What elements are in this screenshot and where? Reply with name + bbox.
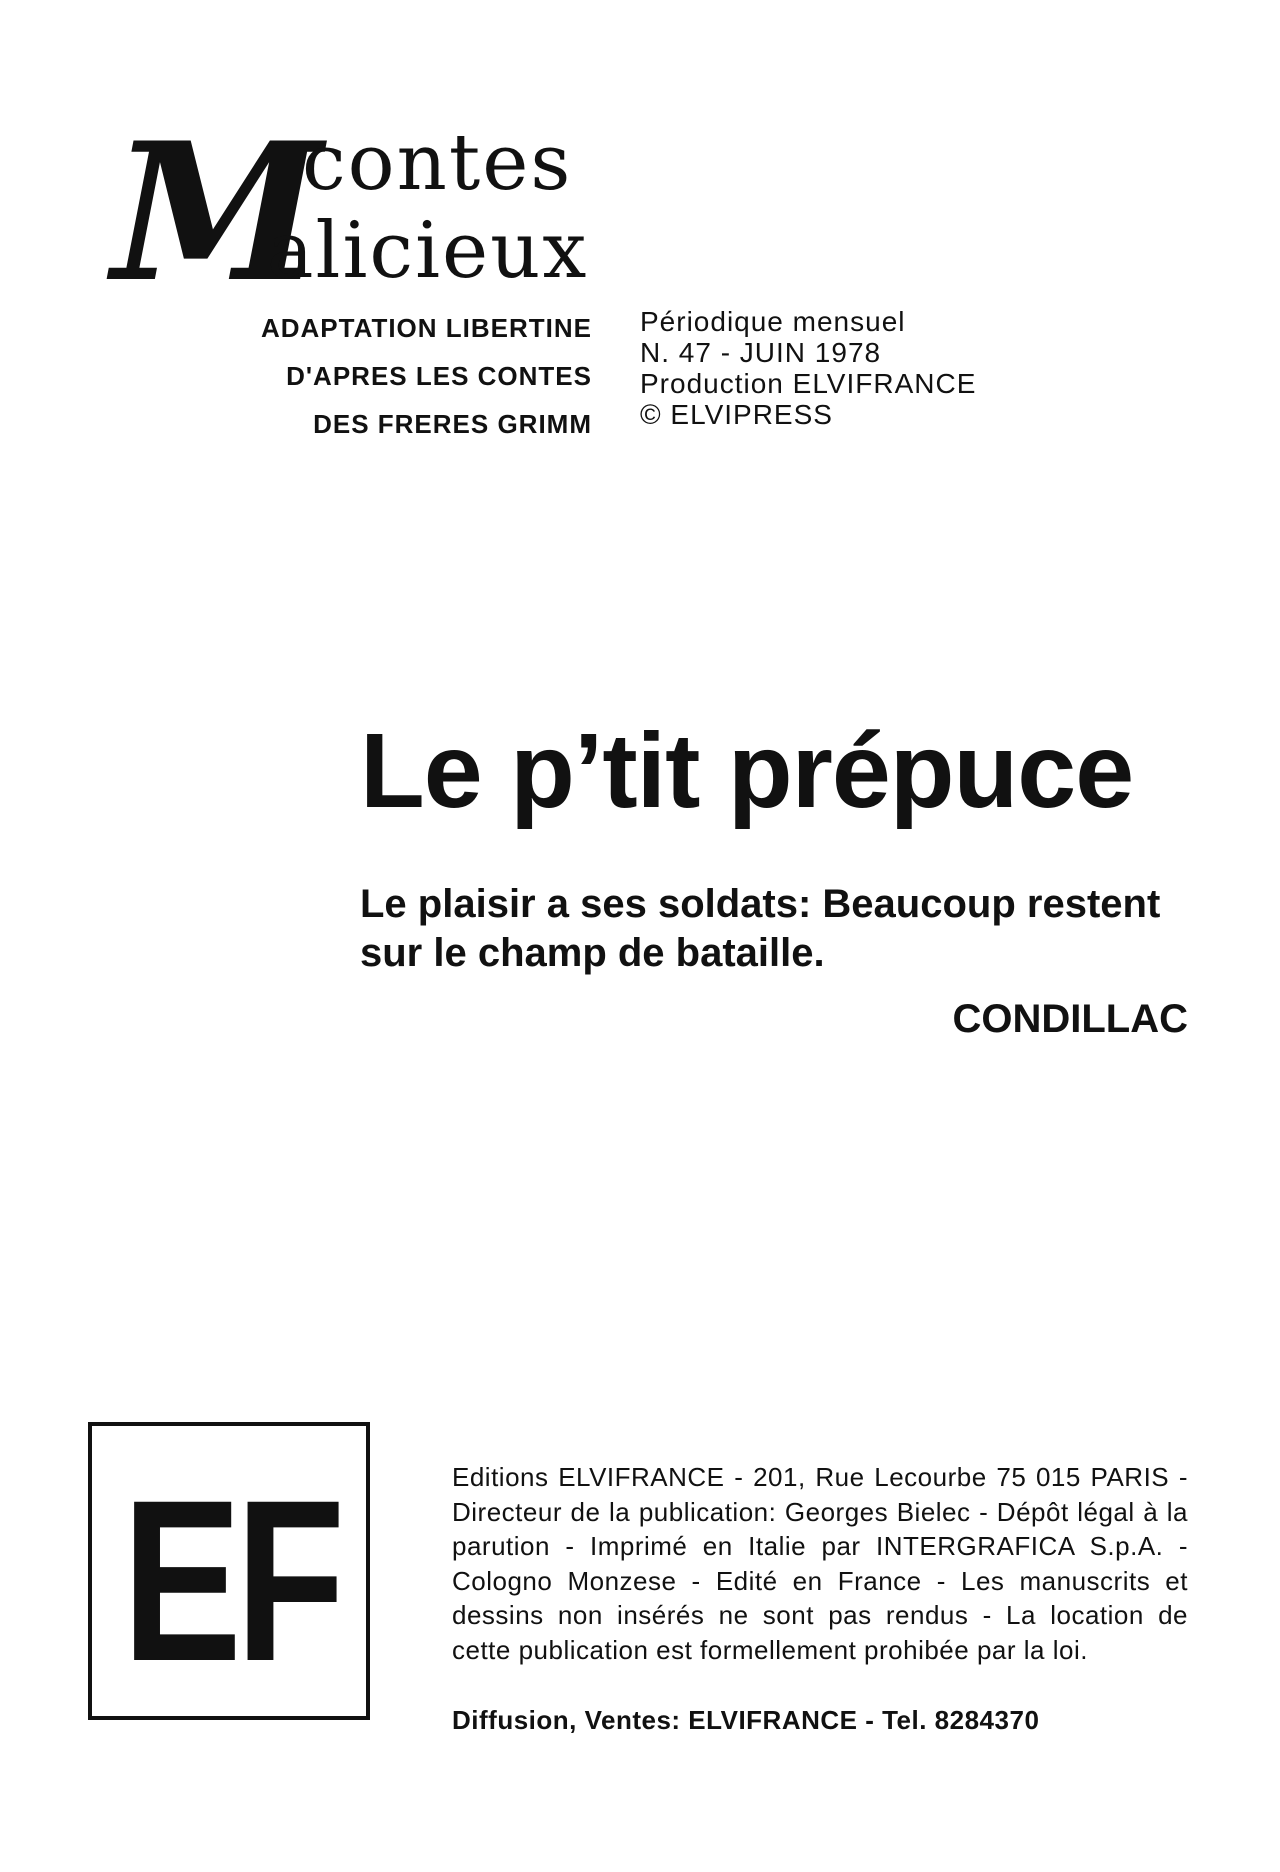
logo-word-malicieux: alicieux xyxy=(267,206,589,296)
contes-malicieux-logo xyxy=(112,101,602,324)
publication-info-line: Périodique mensuel xyxy=(640,306,906,337)
logo-initial: M xyxy=(112,101,323,324)
publisher-logo-text: EF xyxy=(122,1452,339,1709)
publication-info-line: © ELVIPRESS xyxy=(640,399,833,430)
diffusion-line: Diffusion, Ventes: ELVIFRANCE - Tel. 8284370 xyxy=(452,1705,1040,1735)
publication-info-line: N. 47 - JUIN 1978 xyxy=(640,337,882,368)
logo-word-contes: contes xyxy=(302,118,573,208)
adaptation-line: DES FRERES GRIMM xyxy=(313,409,592,439)
publication-info-line: Production ELVIFRANCE xyxy=(640,368,977,399)
epigraph-quote: Le plaisir a ses soldats: Beaucoup restent sur le champ de bataille. xyxy=(360,882,1161,975)
story-title: Le p’tit prépuce xyxy=(360,712,1134,830)
adaptation-line: ADAPTATION LIBERTINE xyxy=(260,313,592,343)
adaptation-notice xyxy=(180,304,592,448)
publisher-logo-box xyxy=(88,1422,370,1720)
adaptation-line: D'APRES LES CONTES xyxy=(286,361,592,391)
publication-info xyxy=(640,306,1060,430)
imprint-text: Editions ELVIFRANCE - 201, Rue Lecourbe 75 015 PARIS - Directeur de la publication: Georges Bielec - Dépôt légal à la parution - Imprimé en Italie par INTERGRAFICA S.p.A. - Cologno Monzese - Edité en France - Les manuscrits et dessins non insérés ne sont pas rendus - La location de cette publication est formellement prohibée par la loi. xyxy=(452,1462,1188,1665)
epigraph-author: CONDILLAC xyxy=(952,997,1188,1041)
